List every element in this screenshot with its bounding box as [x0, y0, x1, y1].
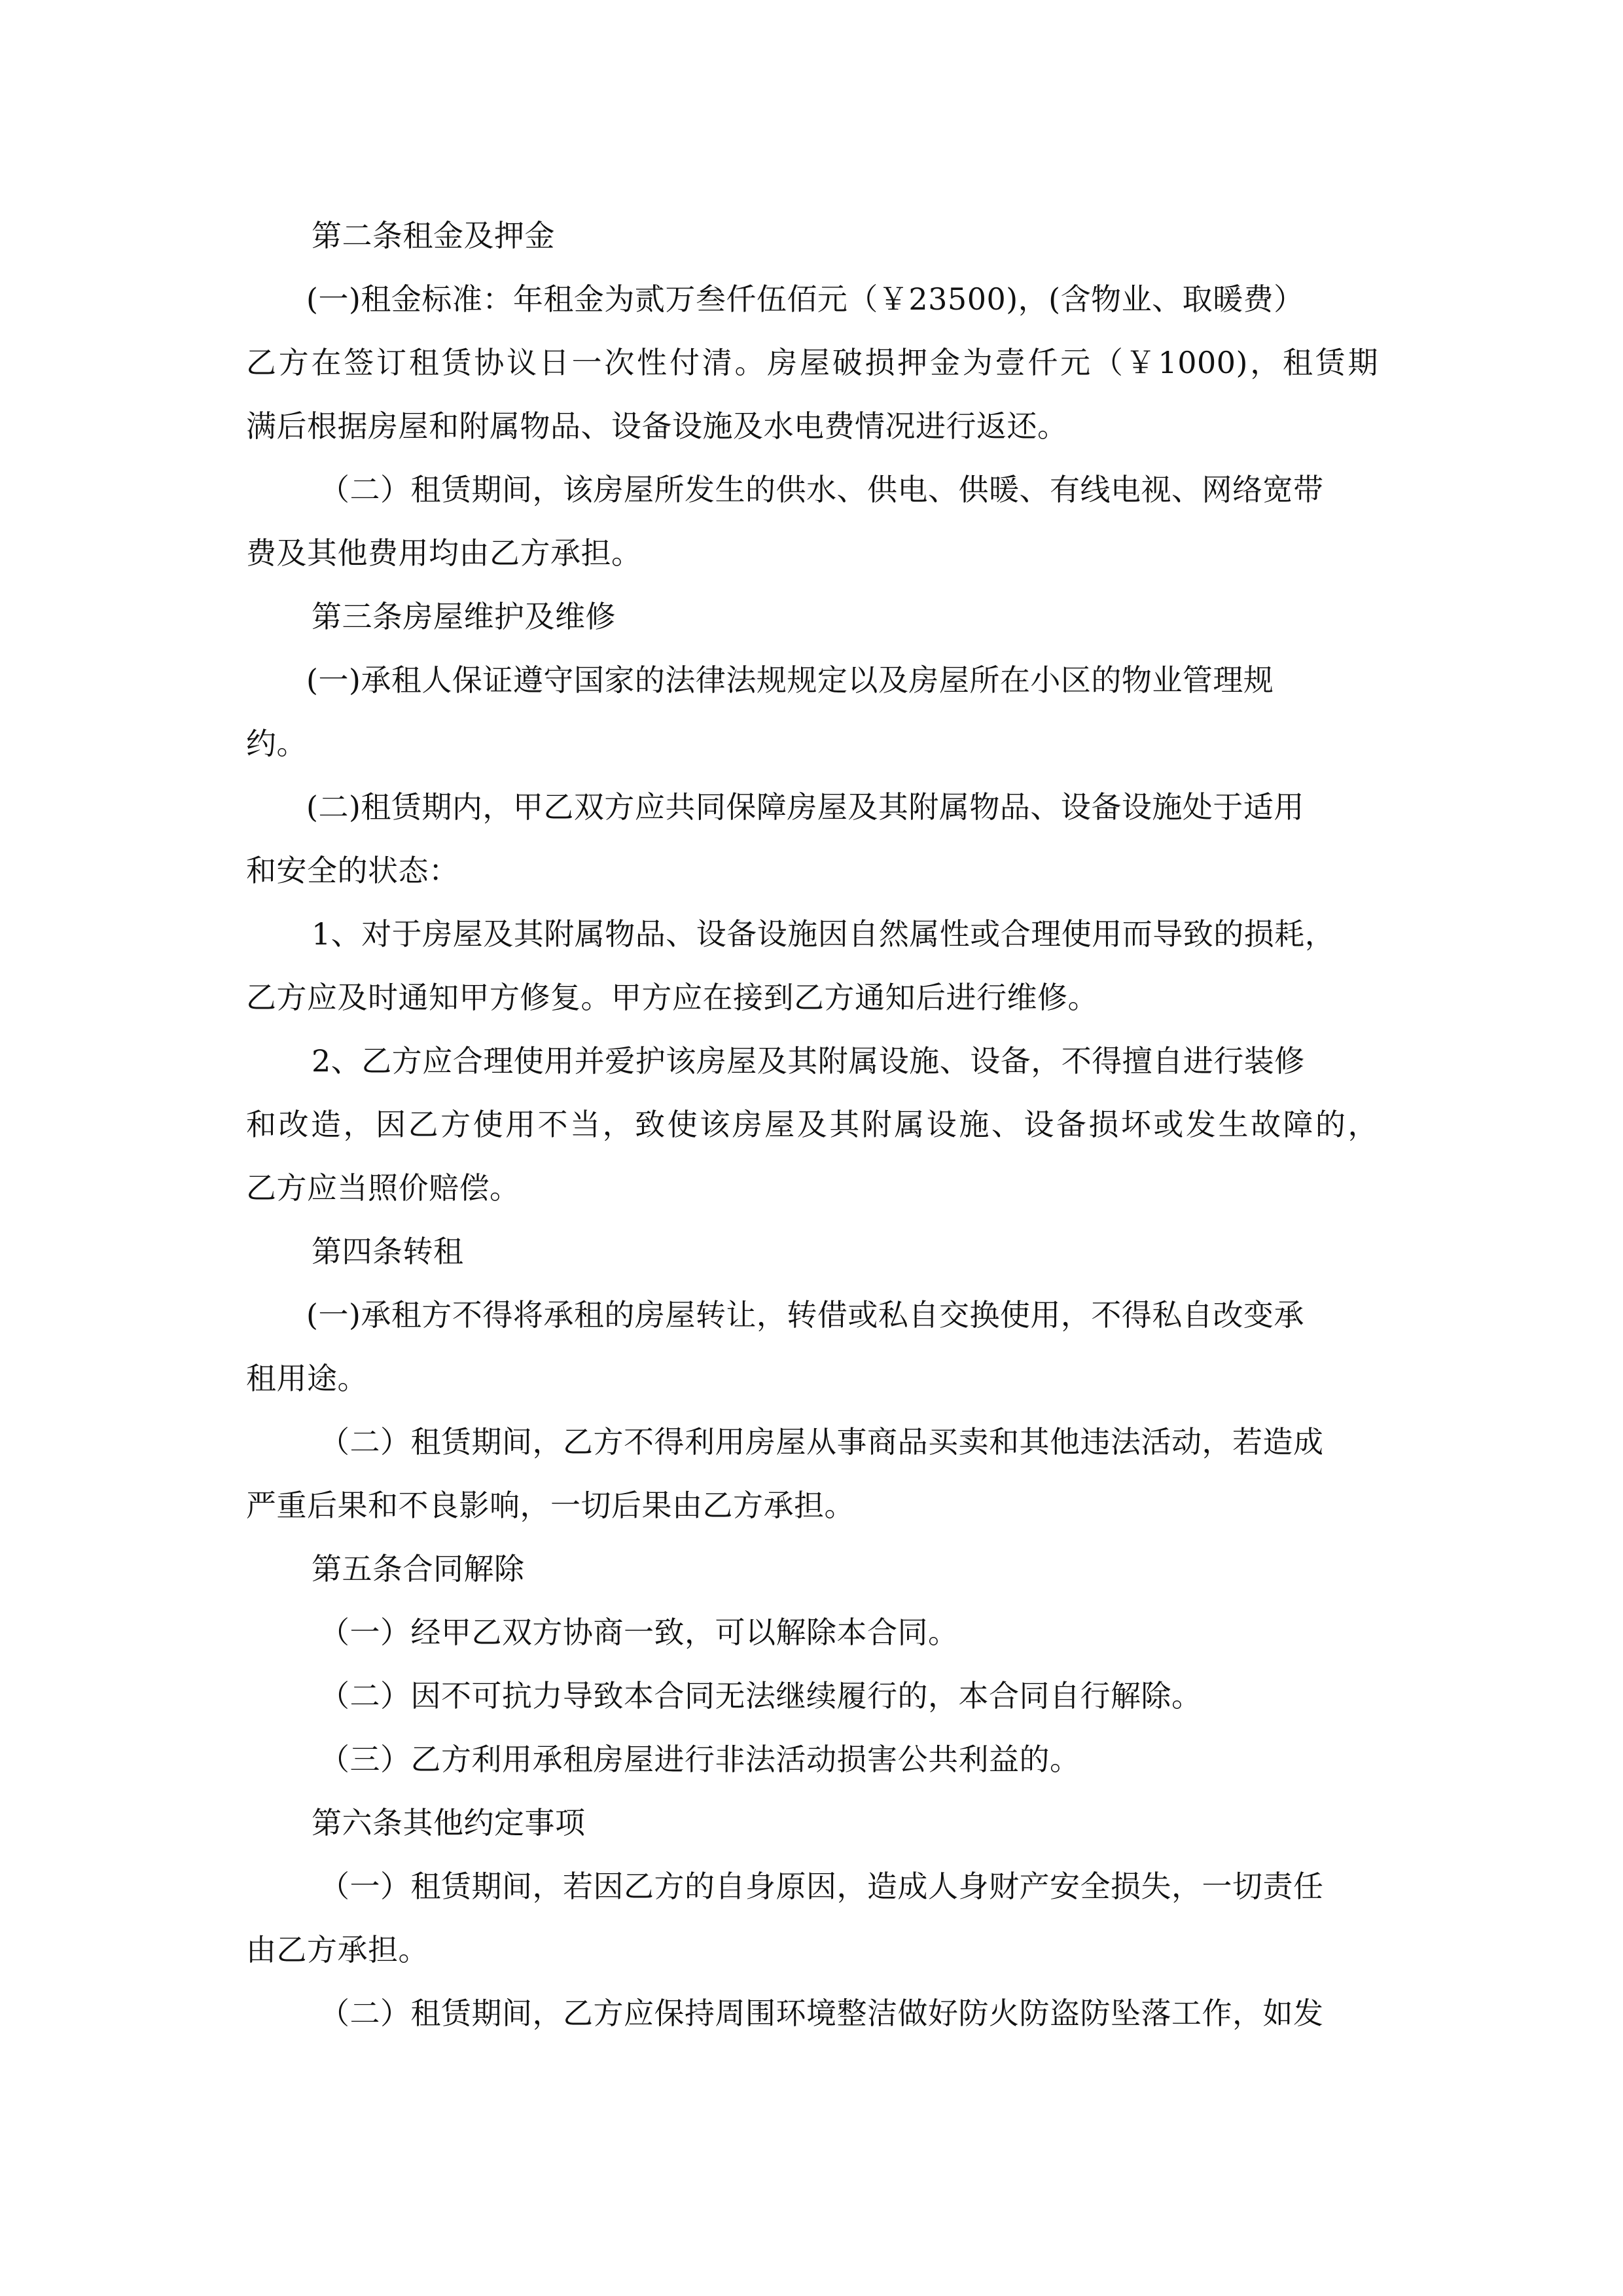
section-heading-termination: 第五条合同解除: [312, 1551, 525, 1587]
paragraph-line: 1、对于房屋及其附属物品、设备设施因自然属性或合理使用而导致的损耗，: [312, 916, 1336, 952]
paragraph-line: 乙方应当照价赔偿。: [246, 1170, 520, 1206]
paragraph-line: 和改造，因乙方使用不当，致使该房屋及其附属设施、设备损坏或发生故障的，: [246, 1107, 1378, 1142]
paragraph-line: 费及其他费用均由乙方承担。: [246, 535, 642, 571]
paragraph-line: 由乙方承担。: [246, 1932, 429, 1967]
paragraph-line: 约。: [246, 726, 307, 761]
section-heading-rent-deposit: 第二条租金及押金: [312, 218, 555, 253]
paragraph-line: 和安全的状态：: [246, 853, 459, 888]
paragraph-line: 严重后果和不良影响，一切后果由乙方承担。: [246, 1488, 855, 1523]
paragraph-line: (一)租金标准：年租金为贰万叁仟伍佰元（￥23500)，(含物业、取暖费）: [306, 281, 1304, 317]
paragraph-line: 乙方在签订租赁协议日一次性付清。房屋破损押金为壹仟元（￥1000)，租赁期: [246, 345, 1378, 380]
paragraph-line: （二）租赁期间，乙方应保持周围环境整洁做好防火防盗防坠落工作，如发: [319, 1996, 1324, 2031]
paragraph-line: （一）租赁期间，若因乙方的自身原因，造成人身财产安全损失，一切责任: [319, 1869, 1324, 1904]
paragraph-line: 租用途。: [246, 1361, 368, 1396]
paragraph-line: （三）乙方利用承租房屋进行非法活动损害公共利益的。: [319, 1742, 1080, 1777]
paragraph-line: （一）经甲乙双方协商一致，可以解除本合同。: [319, 1615, 959, 1650]
paragraph-line: （二）租赁期间，该房屋所发生的供水、供电、供暖、有线电视、网络宽带: [319, 472, 1324, 507]
paragraph-line: 2、乙方应合理使用并爱护该房屋及其附属设施、设备，不得擅自进行装修: [312, 1043, 1305, 1079]
paragraph-line: 乙方应及时通知甲方修复。甲方应在接到乙方通知后进行维修。: [246, 980, 1098, 1015]
paragraph-line: （二）租赁期间，乙方不得利用房屋从事商品买卖和其他违法活动，若造成: [319, 1424, 1324, 1460]
paragraph-line: 满后根据房屋和附属物品、设备设施及水电费情况进行返还。: [246, 408, 1068, 444]
paragraph-line: (一)承租方不得将承租的房屋转让，转借或私自交换使用，不得私自改变承: [306, 1297, 1304, 1333]
paragraph-line: (二)租赁期内，甲乙双方应共同保障房屋及其附属物品、设备设施处于适用: [306, 789, 1304, 825]
section-heading-other-terms: 第六条其他约定事项: [312, 1805, 586, 1840]
paragraph-line: (一)承租人保证遵守国家的法律法规规定以及房屋所在小区的物业管理规: [306, 662, 1274, 698]
paragraph-line: （二）因不可抗力导致本合同无法继续履行的，本合同自行解除。: [319, 1678, 1202, 1713]
section-heading-maintenance: 第三条房屋维护及维修: [312, 599, 616, 634]
section-heading-sublease: 第四条转租: [312, 1234, 464, 1269]
